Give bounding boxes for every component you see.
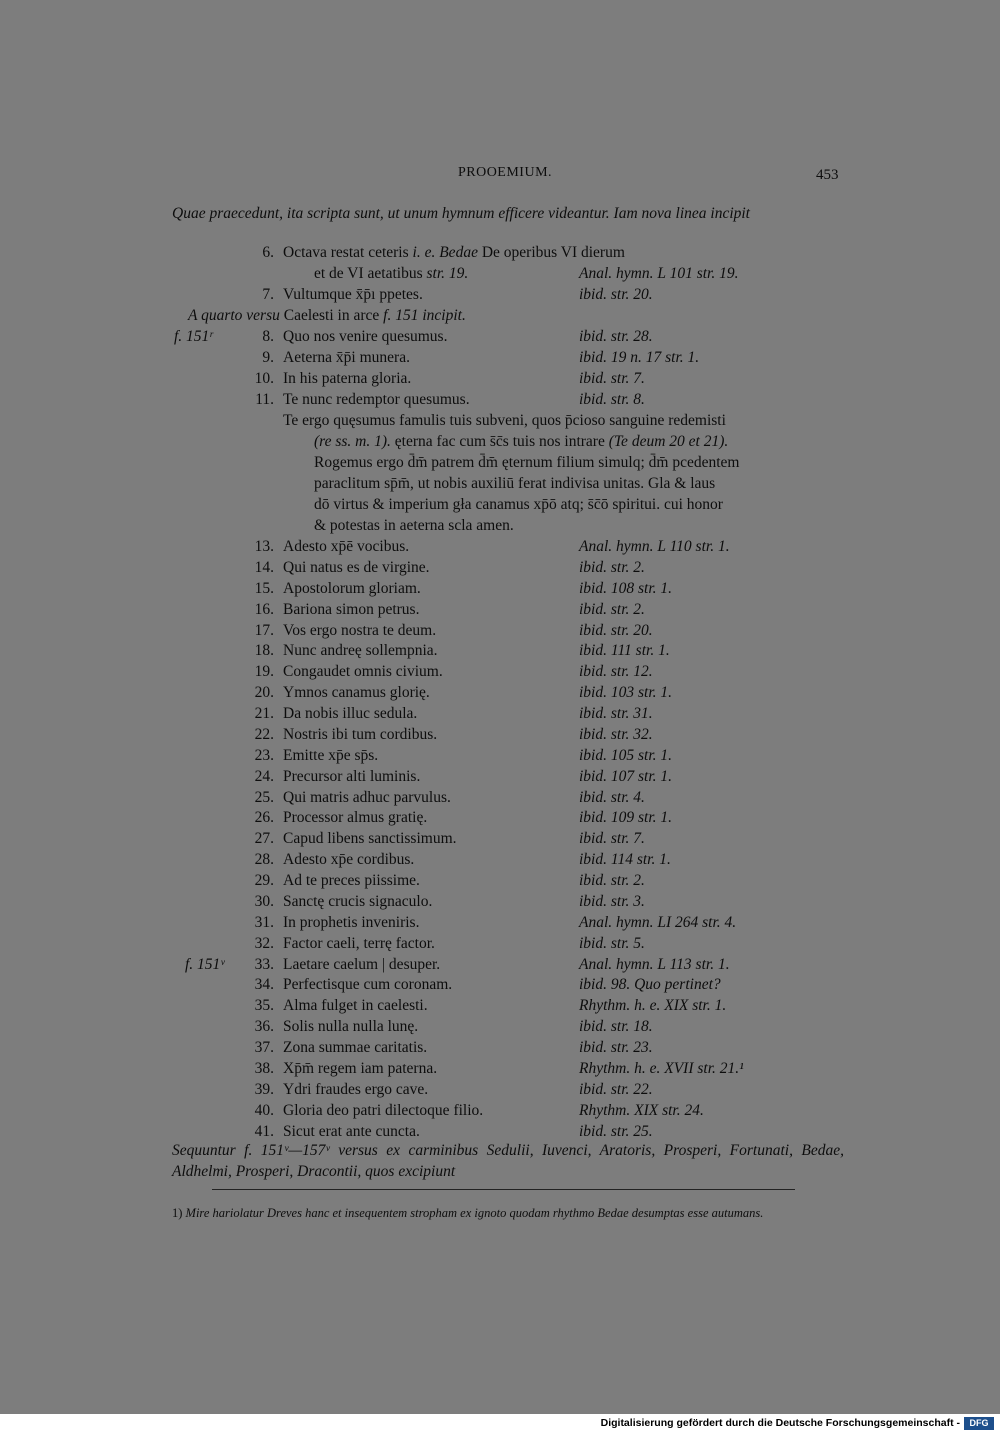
entry-number: 28. xyxy=(254,851,274,869)
entry-text: Ydri fraudes ergo cave. xyxy=(283,1080,429,1098)
entry-text: Zona summae caritatis. xyxy=(283,1039,428,1057)
entry-text-italic: i. e. Bedae xyxy=(412,244,478,261)
entry-reference: Rhythm. h. e. XIX str. 1. xyxy=(579,997,727,1015)
digitization-credit: Digitalisierung gefördert durch die Deutsche Forschungsgemeinschaft - xyxy=(600,1417,960,1429)
entry-reference: ibid. 19 n. 17 str. 1. xyxy=(579,349,700,366)
entry-text: In prophetis inveniris. xyxy=(283,913,420,931)
entry-text: Solis nulla nulla lunę. xyxy=(283,1018,419,1036)
paragraph-italic: (re ss. m. 1). xyxy=(314,433,391,450)
entry-text-part: De operibus VI dierum xyxy=(477,244,625,261)
entry-text: Vultumque x̄p̄ı ppetes. xyxy=(283,286,423,303)
entry-reference: ibid. str. 12. xyxy=(579,663,653,681)
entry-text: Bariona simon petrus. xyxy=(283,600,420,618)
entry-reference: Rhythm. XIX str. 24. xyxy=(579,1101,704,1119)
entry-number: 30. xyxy=(254,892,274,910)
entry-row xyxy=(0,410,280,431)
entry-number: 18. xyxy=(254,642,274,660)
footnote-number: 1) xyxy=(172,1206,183,1220)
entry-number: 7. xyxy=(262,286,274,303)
entry-number: 32. xyxy=(254,934,274,952)
entry-row xyxy=(0,1100,1000,1121)
entry-row-continuation xyxy=(0,263,1000,284)
entry-row xyxy=(0,242,1000,263)
entry-row xyxy=(0,1121,1000,1142)
entry-text-italic: str. 19. xyxy=(426,265,469,282)
entry-reference: ibid. 108 str. 1. xyxy=(579,579,673,597)
entry-text: Nunc andreę sollempnia. xyxy=(283,642,438,660)
note-part: A quarto versu xyxy=(188,307,284,324)
entry-number: 24. xyxy=(254,767,274,785)
entry-number: 21. xyxy=(254,705,274,723)
entry-reference: ibid. str. 7. xyxy=(579,830,645,848)
entry-number: 11. xyxy=(255,391,274,408)
entry-text: Adesto xp̄ē vocibus. xyxy=(283,538,410,555)
paragraph-line: Rogemus ergo d̄m̄ patrem d̄m̄ ęternum filium simulq; d̄m̄ pcedentem xyxy=(314,454,740,471)
entry-text: Qui natus es de virgine. xyxy=(283,558,430,576)
entry-row xyxy=(0,682,1000,703)
entry-row xyxy=(0,661,1000,682)
entry-row xyxy=(0,912,1000,933)
entry-text: Quo nos venire quesumus. xyxy=(283,328,448,345)
entry-row xyxy=(0,347,1000,368)
entry-reference: ibid. 111 str. 1. xyxy=(579,642,670,660)
entry-row xyxy=(0,954,1000,975)
entry-number: 13. xyxy=(254,538,274,555)
entry-row xyxy=(0,578,1000,599)
entry-number: 37. xyxy=(254,1039,274,1057)
folio-margin-note: f. 151ʳ xyxy=(174,328,213,345)
entry-row xyxy=(0,1058,1000,1079)
entry-text: Ymnos canamus glorię. xyxy=(283,684,430,702)
entry-row xyxy=(0,766,1000,787)
entry-row xyxy=(0,974,1000,995)
entry-text: In his paterna gloria. xyxy=(283,370,412,387)
entry-number: 40. xyxy=(254,1101,274,1119)
entry-reference: ibid. str. 32. xyxy=(579,725,653,743)
entry-row xyxy=(0,787,1000,808)
entry-number: 33. xyxy=(254,955,274,973)
intro-note: Quae praecedunt, ita scripta sunt, ut unum hymnum efficere videantur. Iam nova linea incipit xyxy=(172,205,750,222)
entry-reference: Anal. hymn. L 110 str. 1. xyxy=(579,538,730,555)
entry-reference: ibid. str. 18. xyxy=(579,1018,653,1036)
entry-number: 41. xyxy=(254,1122,274,1140)
entry-text: Capud libens sanctissimum. xyxy=(283,830,457,848)
entry-reference: ibid. str. 5. xyxy=(579,934,645,952)
entry-number: 26. xyxy=(254,809,274,827)
paragraph-line xyxy=(283,431,843,452)
entry-reference: ibid. 98. Quo pertinet? xyxy=(579,976,721,994)
entry-reference: ibid. str. 8. xyxy=(579,391,645,408)
entry-reference: ibid. str. 2. xyxy=(579,558,645,576)
entry-number: 25. xyxy=(254,788,274,806)
entry-text: Ad te preces piissime. xyxy=(283,872,420,890)
entry-text: Te nunc redemptor quesumus. xyxy=(283,391,470,408)
entry-reference: ibid. str. 2. xyxy=(579,872,645,890)
entry-text: Da nobis illuc sedula. xyxy=(283,705,418,723)
entry-text: Factor caeli, terrę factor. xyxy=(283,934,435,952)
entry-row xyxy=(0,557,1000,578)
entry-reference: ibid. str. 25. xyxy=(579,1122,653,1140)
entry-number: 22. xyxy=(254,725,274,743)
entry-number: 17. xyxy=(254,621,274,639)
entry-row xyxy=(0,1079,1000,1100)
entry-reference: ibid. str. 23. xyxy=(579,1039,653,1057)
entry-row xyxy=(0,1016,1000,1037)
entry-row xyxy=(0,389,1000,410)
entry-number: 29. xyxy=(254,872,274,890)
entry-row xyxy=(0,870,1000,891)
entry-text: Qui matris adhuc parvulus. xyxy=(283,788,451,806)
entry-reference: Anal. hymn. LI 264 str. 4. xyxy=(579,913,737,931)
entry-reference: ibid. 107 str. 1. xyxy=(579,767,673,785)
entry-text: Sanctę crucis signaculo. xyxy=(283,892,433,910)
footnote-text: Mire hariolatur Dreves hanc et insequentem stropham ex ignoto quodam rhythmo Bedae desumptas esse autumans. xyxy=(185,1206,764,1220)
entry-reference: ibid. str. 20. xyxy=(579,621,653,639)
entry-reference: ibid. 105 str. 1. xyxy=(579,746,673,764)
entry-text: Processor almus gratię. xyxy=(283,809,428,827)
footnote-rule xyxy=(212,1189,795,1190)
entry-reference: Rhythm. h. e. XVII str. 21.¹ xyxy=(579,1060,744,1077)
entry-row xyxy=(0,849,1000,870)
paragraph-line: dō virtus & imperium gła canamus xp̄ō atq; s̄c̄ō spiritui. cui honor xyxy=(314,496,723,513)
entry-number: 20. xyxy=(254,684,274,702)
entry-reference: ibid. str. 3. xyxy=(579,892,645,910)
entry-number: 6. xyxy=(262,244,274,261)
entry-row xyxy=(0,995,1000,1016)
entry-text: Laetare caelum | desuper. xyxy=(283,955,441,973)
entry-reference: ibid. str. 28. xyxy=(579,328,653,345)
entry-row xyxy=(0,828,1000,849)
entry-number: 15. xyxy=(254,579,274,597)
entry-reference: ibid. str. 20. xyxy=(579,286,653,303)
note-part: Caelesti in arce xyxy=(283,307,384,324)
entry-number: 10. xyxy=(254,370,274,387)
entry-text: Alma fulget in caelesti. xyxy=(283,997,428,1015)
entry-number: 31. xyxy=(254,913,274,931)
entry-reference: ibid. 114 str. 1. xyxy=(579,851,671,869)
paragraph-italic: (Te deum 20 et 21). xyxy=(608,433,729,450)
entry-row xyxy=(0,326,1000,347)
running-title: PROOEMIUM. xyxy=(457,165,553,180)
paragraph-text: ęterna fac cum s̄c̄s tuis nos intrare xyxy=(390,433,609,450)
entry-number: 39. xyxy=(254,1080,274,1098)
entry-row xyxy=(0,536,1000,557)
entry-number: 14. xyxy=(254,558,274,576)
footnote xyxy=(172,1204,844,1223)
entry-text: Xp̄m̄ regem iam paterna. xyxy=(283,1060,438,1077)
entry-text: Precursor alti luminis. xyxy=(283,767,421,785)
entry-continuation xyxy=(314,263,468,284)
entry-number: 16. xyxy=(254,600,274,618)
entry-row xyxy=(0,599,1000,620)
paragraph-line: & potestas in aeterna scla amen. xyxy=(314,517,514,534)
entry-12-paragraph xyxy=(283,410,843,536)
paragraph-line: paraclitum sp̄m̄, ut nobis auxiliū ferat indivisa unitas. Gla & laus xyxy=(314,475,716,492)
entry-number: 27. xyxy=(254,830,274,848)
entry-reference: ibid. str. 31. xyxy=(579,705,653,723)
entry-reference: ibid. str. 7. xyxy=(579,370,645,387)
quarto-note xyxy=(188,305,466,326)
entry-reference: ibid. 109 str. 1. xyxy=(579,809,673,827)
entry-number: 9. xyxy=(262,349,274,366)
entry-number: 19. xyxy=(254,663,274,681)
entry-text: Nostris ibi tum cordibus. xyxy=(283,725,438,743)
entry-reference: Anal. hymn. L 101 str. 19. xyxy=(579,265,739,282)
dfg-logo: DFG xyxy=(964,1417,994,1430)
entry-row xyxy=(0,640,1000,661)
entry-text: Perfectisque cum coronam. xyxy=(283,976,453,994)
entry-row xyxy=(0,891,1000,912)
entry-reference: ibid. str. 22. xyxy=(579,1080,653,1098)
entry-number: 34. xyxy=(254,976,274,994)
entry-number: 8. xyxy=(262,328,274,345)
entry-text: Emitte xp̄e sp̄s. xyxy=(283,746,379,764)
entry-text-part: et de VI aetatibus xyxy=(314,265,427,282)
closing-note: Sequuntur f. 151ᵛ—157ᵛ versus ex carminibus Sedulii, Iuvenci, Aratoris, Prosperi, Fortunati, Bedae, Aldhelmi, Prosperi, Dracontii, quos excipiunt xyxy=(172,1142,844,1180)
entry-text: Congaudet omnis civium. xyxy=(283,663,443,681)
page-number: 453 xyxy=(816,167,839,183)
entry-row xyxy=(0,703,1000,724)
entry-text: Adesto xp̄e cordibus. xyxy=(283,851,415,869)
note-part: f. 151 incipit. xyxy=(383,307,466,324)
paragraph-line: Te ergo quęsumus famulis tuis subveni, quos p̄cioso sanguine redemisti xyxy=(283,412,726,429)
entry-text: Gloria deo patri dilectoque filio. xyxy=(283,1101,484,1119)
entry-row xyxy=(0,284,1000,305)
entry-number: 38. xyxy=(254,1060,274,1077)
entry-row xyxy=(0,1037,1000,1058)
entry-number: 36. xyxy=(254,1018,274,1036)
entry-text xyxy=(283,242,625,263)
entry-reference: ibid. str. 2. xyxy=(579,600,645,618)
entry-text-part: Octava restat ceteris xyxy=(283,244,413,261)
entry-text: Vos ergo nostra te deum. xyxy=(283,621,437,639)
entry-row xyxy=(0,368,1000,389)
entry-row xyxy=(0,620,1000,641)
entry-row xyxy=(0,933,1000,954)
entry-row xyxy=(0,745,1000,766)
folio-margin-note: f. 151ᵛ xyxy=(185,956,225,973)
entry-reference: Anal. hymn. L 113 str. 1. xyxy=(579,955,730,973)
entry-reference: ibid. 103 str. 1. xyxy=(579,684,673,702)
entry-row xyxy=(0,807,1000,828)
entry-row xyxy=(0,724,1000,745)
entry-reference: ibid. str. 4. xyxy=(579,788,645,806)
entry-text: Aeterna x̄p̄i munera. xyxy=(283,349,410,366)
entry-number: 23. xyxy=(254,746,274,764)
entry-text: Sicut erat ante cuncta. xyxy=(283,1122,420,1140)
entry-text: Apostolorum gloriam. xyxy=(283,579,421,597)
credit-bar xyxy=(0,1414,1000,1434)
entry-number: 35. xyxy=(254,997,274,1015)
